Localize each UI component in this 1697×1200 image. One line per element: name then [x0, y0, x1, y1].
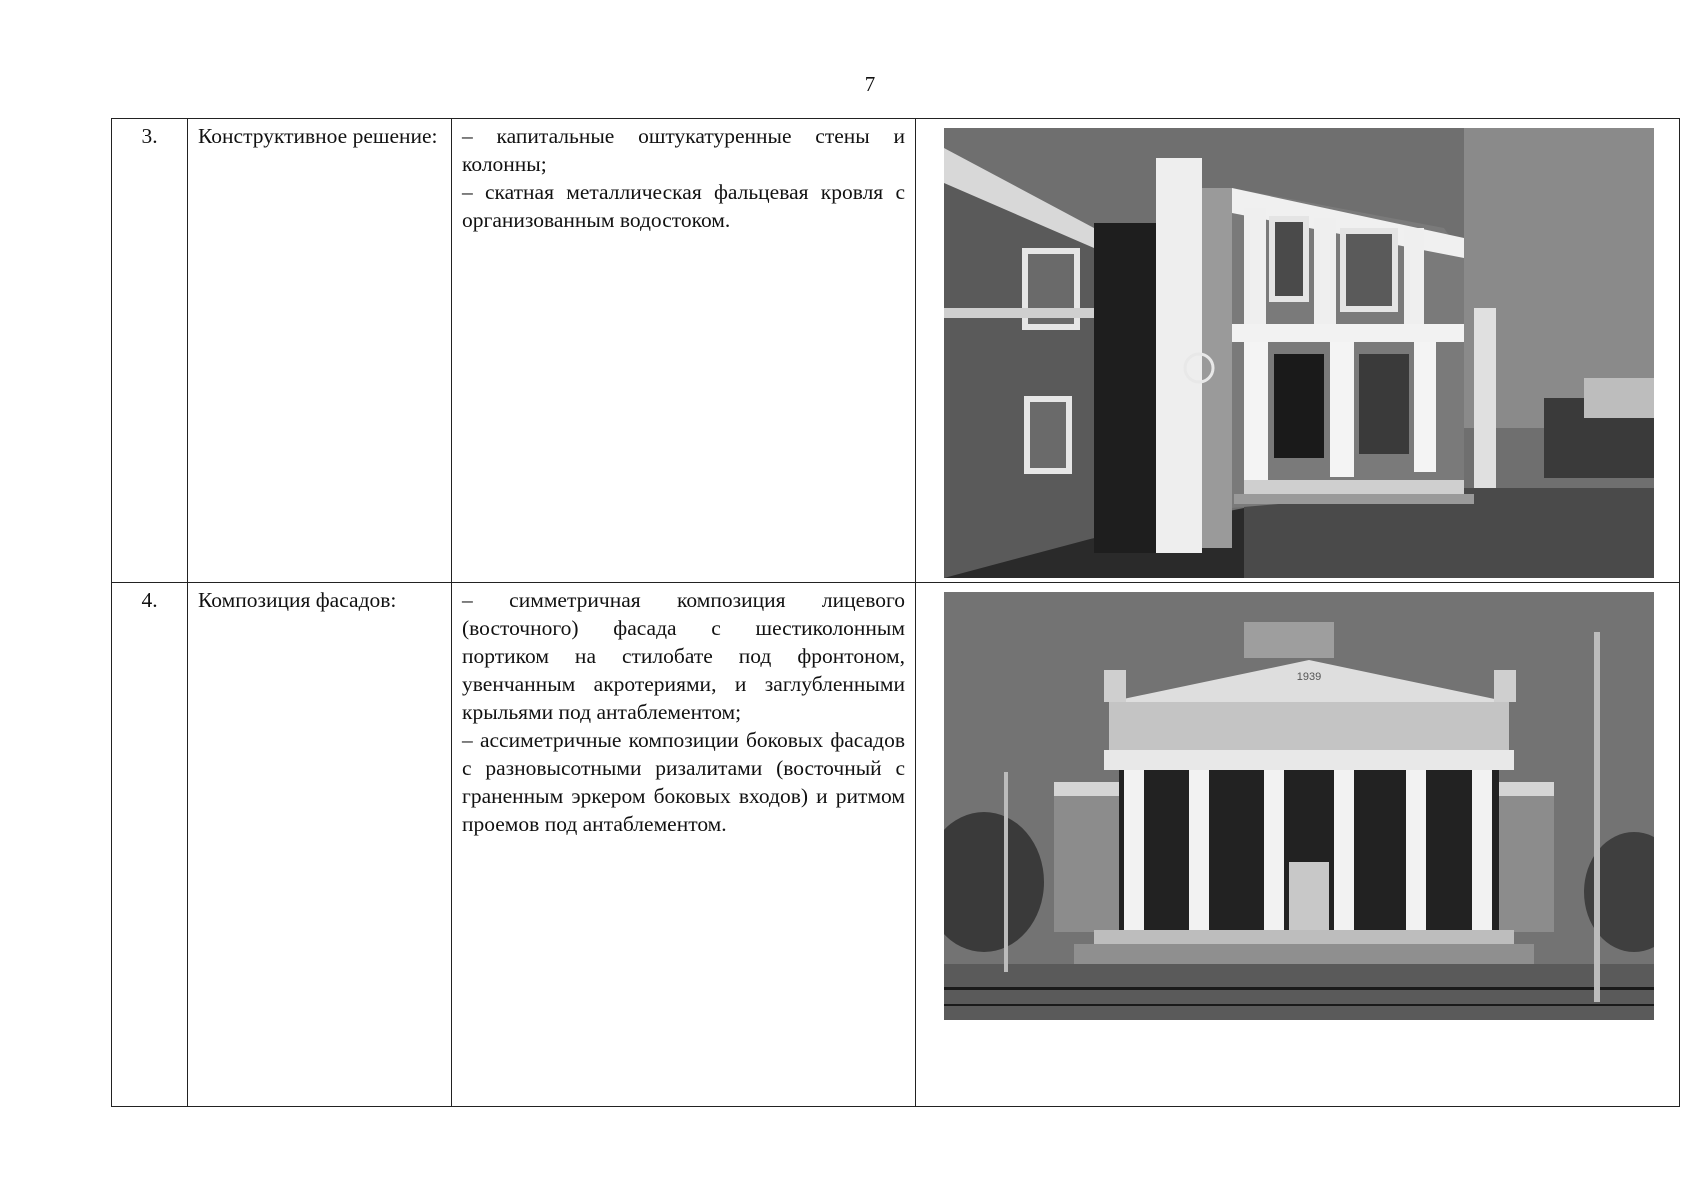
row-description	[452, 119, 916, 583]
description-item: – ассиметричные композиции боковых фасадов с разновысотными ризалитами (восточный с граненным эркером боковых входов) и ритмом проемов под антаблементом.	[462, 728, 905, 836]
table-row	[112, 119, 1680, 583]
pediment-date: 1939	[1296, 671, 1322, 683]
row-description	[452, 583, 916, 1107]
main-portico-photo	[944, 592, 1654, 1020]
table-row	[112, 583, 1680, 1107]
photo-cell	[916, 119, 1680, 583]
description-item: – симметричная композиция лицевого (восточного) фасада с шестиколонным портиком на стилобате под фронтоном, увенчанным акротериями, и заглубленными крыльями под антаблементом;	[462, 588, 905, 724]
description-item: – капитальные оштукатуренные стены и колонны;	[462, 124, 905, 176]
row-number: 3.	[112, 119, 188, 583]
description-table	[111, 118, 1680, 1107]
page-number: 7	[864, 72, 876, 96]
row-name: Конструктивное решение:	[188, 119, 452, 583]
row-number: 4.	[112, 583, 188, 1107]
row-name: Композиция фасадов:	[188, 583, 452, 1107]
photo-cell	[916, 583, 1680, 1107]
description-item: – скатная металлическая фальцевая кровля с организованным водостоком.	[462, 180, 905, 232]
side-facade-photo	[944, 128, 1654, 578]
